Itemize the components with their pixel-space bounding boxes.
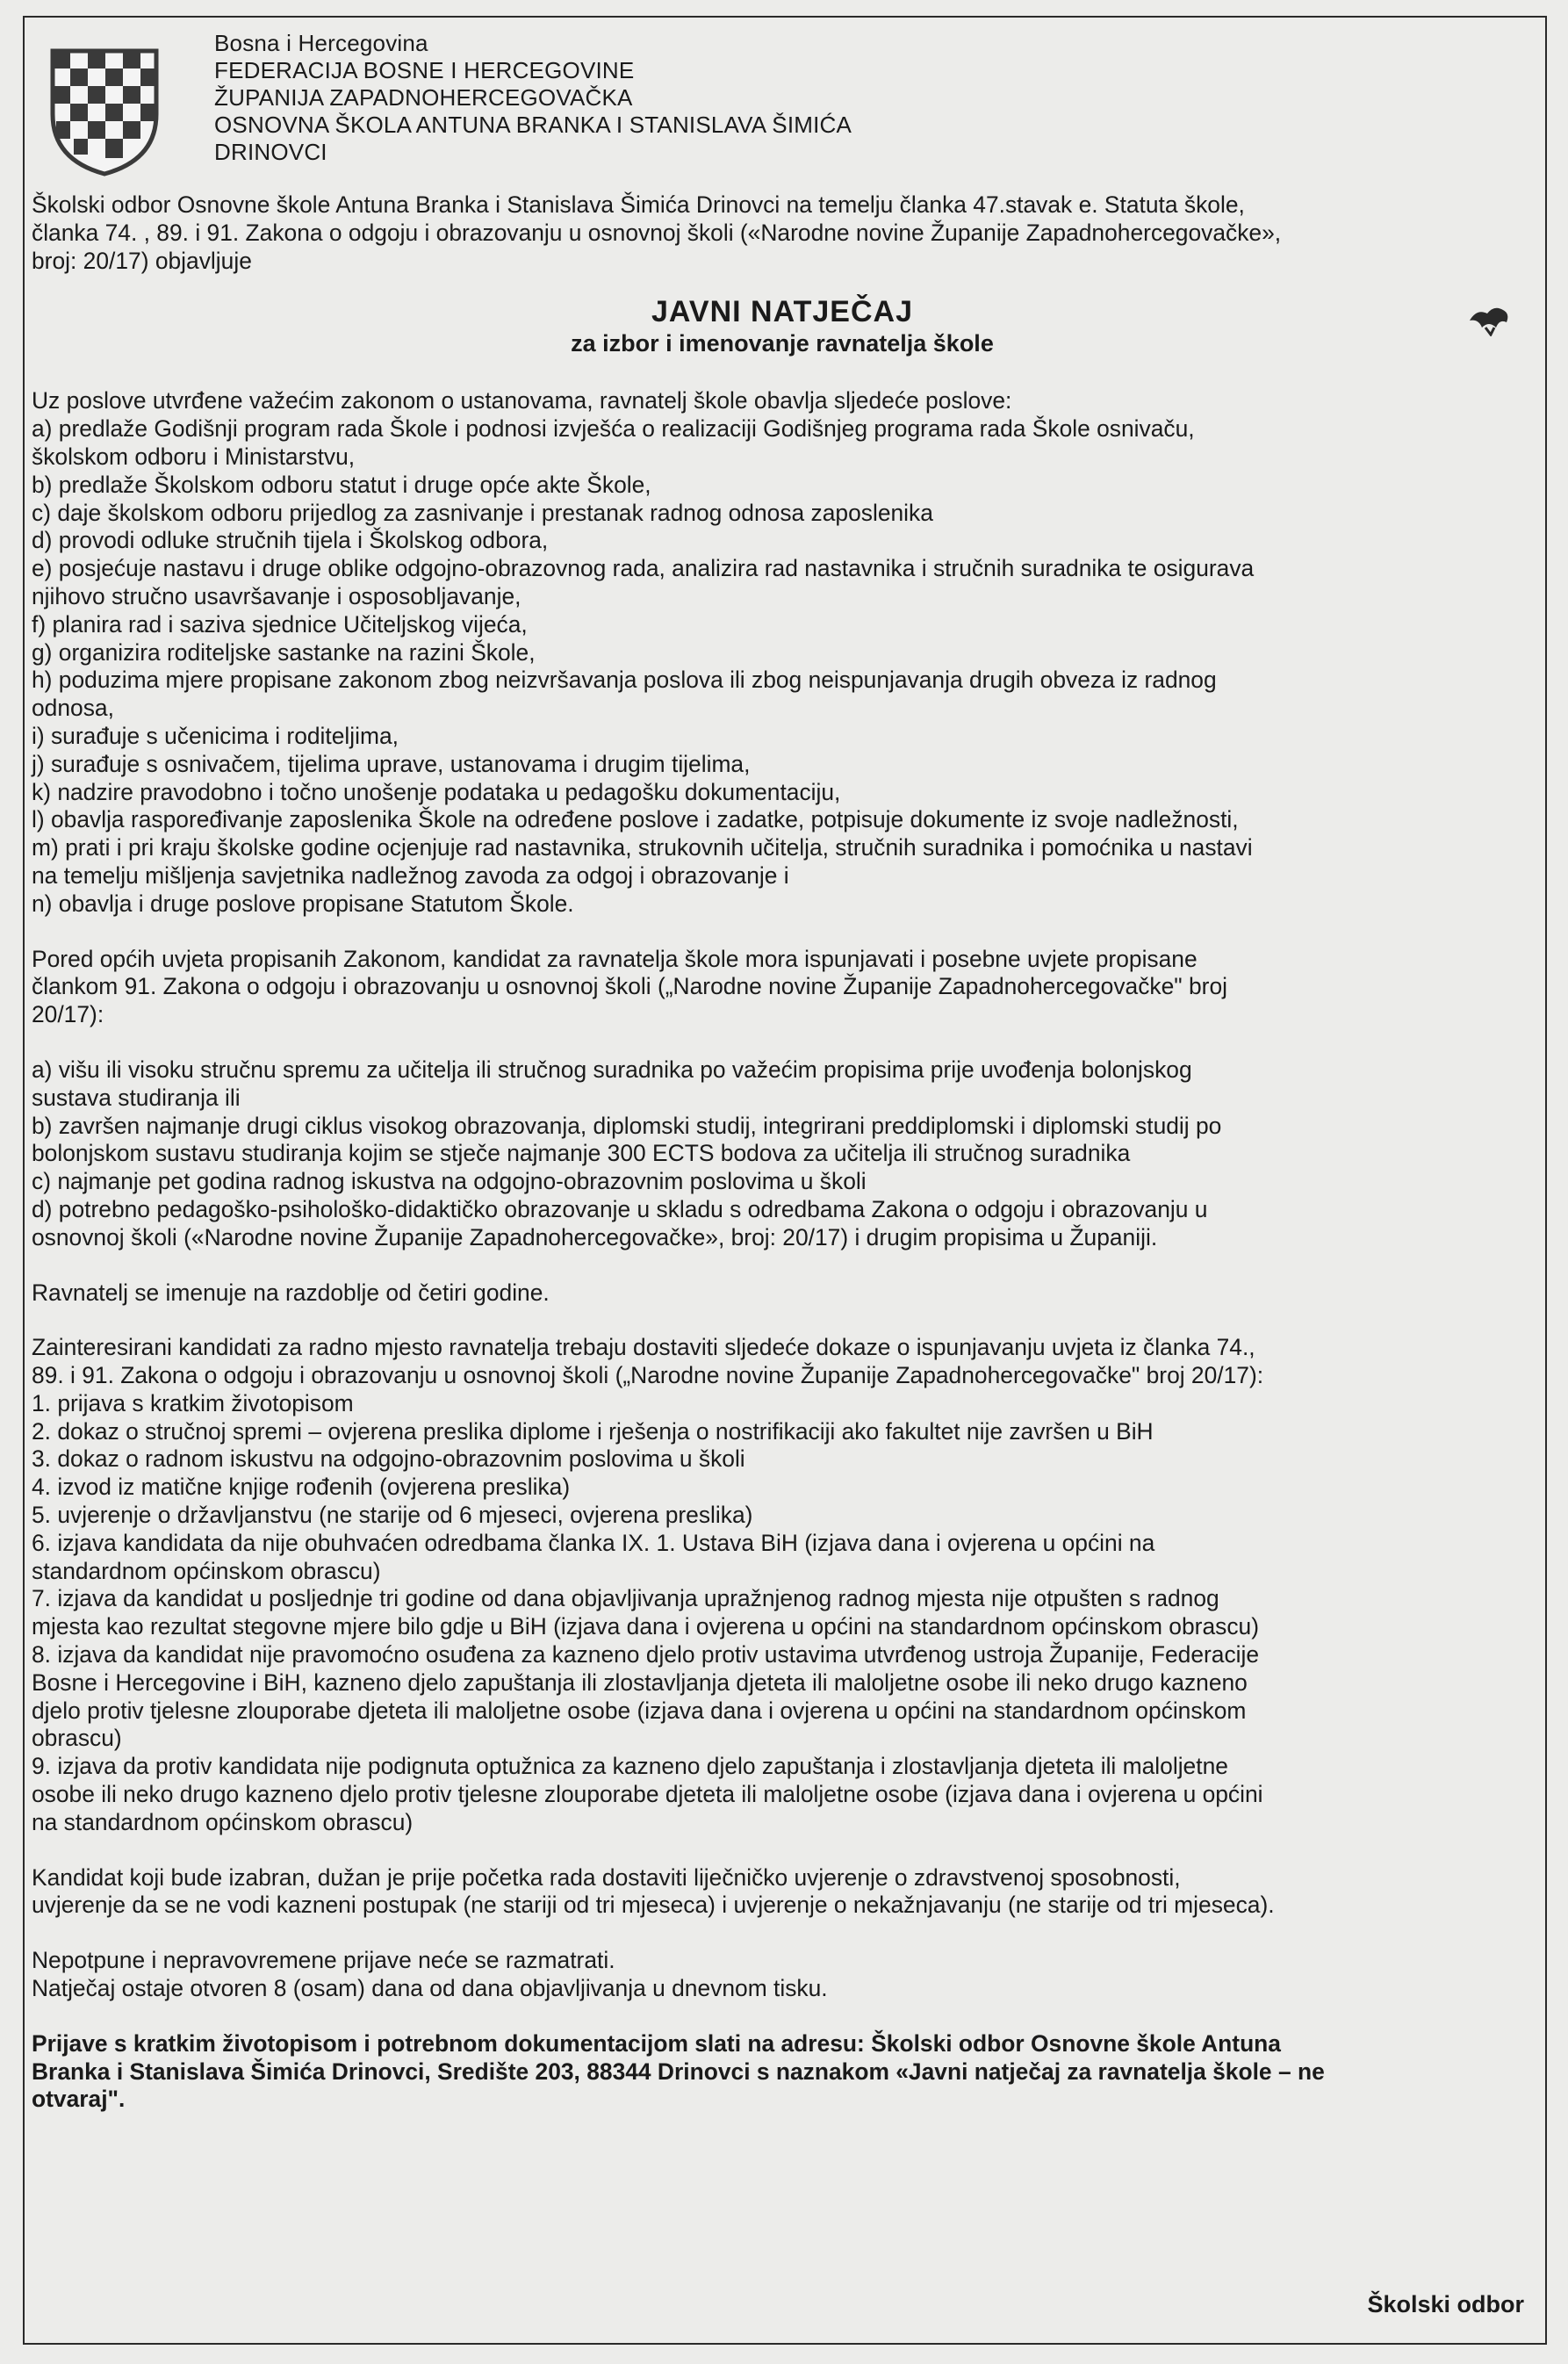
text-line: b) predlaže Školskom odboru statut i druge opće akte Škole, xyxy=(32,471,651,498)
text-line: školskom odboru i Ministarstvu, xyxy=(32,443,356,470)
text-line: mjesta kao rezultat stegovne mjere bilo gdje u BiH (izjava dana i ovjerena u općini na standardnom općinskom obrascu) xyxy=(32,1613,1259,1640)
text-line: i) surađuje s učenicima i roditeljima, xyxy=(32,722,399,749)
text-line: c) daje školskom odboru prijedlog za zasnivanje i prestanak radnog odnosa zaposlenika xyxy=(32,499,933,526)
text-line: Bosne i Hercegovine i BiH, kazneno djelo zapuštanja ili zlostavljanja djeteta ili maloljetne osobe ili neko drugo kazneno xyxy=(32,1668,1248,1696)
text-line: a) predlaže Godišnji program rada Škole i podnosi izvješća o realizaciji Godišnjeg programa rada Škole osnivaču, xyxy=(32,415,1195,443)
text-line: Branka i Stanislava Šimića Drinovci, Središte 203, 88344 Drinovci s naznakom «Javni natječaj za ravnatelja škole – ne xyxy=(32,2058,1325,2085)
text-line: sustava studiranja ili xyxy=(32,1084,241,1111)
submission-paragraph xyxy=(32,2030,1533,2114)
text-line: obrascu) xyxy=(32,1725,122,1752)
text-line: a) višu ili visoku stručnu spremu za učitelja ili stručnog suradnika po važećim propisima prije uvođenja bolonjskog xyxy=(32,1056,1192,1083)
text-line: broj: 20/17) objavljuje xyxy=(32,247,252,274)
text-line: Uz poslove utvrđene važećim zakonom o ustanovama, ravnatelj škole obavlja sljedeće poslove: xyxy=(32,387,1012,414)
text-line: Natječaj ostaje otvoren 8 (osam) dana od dana objavljivanja u dnevnom tisku. xyxy=(32,1975,828,2002)
text-line: f) planira rad i saziva sjednice Učiteljskog vijeća, xyxy=(32,610,528,638)
text-line: 8. izjava da kandidat nije pravomoćno osuđena za kazneno djelo protiv ustavima utvrđenog ustroja Županije, Federacije xyxy=(32,1641,1260,1668)
text-line: članka 74. , 89. i 91. Zakona o odgoju i obrazovanju u osnovnoj školi («Narodne novine Županije Zapadnohercegovačke», xyxy=(32,219,1282,246)
text-line: Kandidat koji bude izabran, dužan je prije početka rada dostaviti liječničko uvjerenje o zdravstvenoj sposobnosti, xyxy=(32,1863,1181,1891)
notice-subtitle: za izbor i imenovanje ravnatelja škole xyxy=(571,330,994,357)
header xyxy=(47,30,852,177)
term-paragraph: Ravnatelj se imenuje na razdoblje od četiri godine. xyxy=(32,1279,550,1306)
text-line: Zainteresirani kandidati za radno mjesto ravnatelja trebaju dostaviti sljedeće dokaze o ispunjavanju uvjeta iz članka 74., xyxy=(32,1334,1255,1361)
text-line: Školski odbor Osnovne škole Antuna Branka i Stanislava Šimića Drinovci na temelju članka 47.stavak e. Statuta škole, xyxy=(32,191,1245,218)
text-line: n) obavlja i druge poslove propisane Statutom Škole. xyxy=(32,890,574,917)
intro-paragraph xyxy=(32,191,1533,275)
text-line: njihovo stručno usavršavanje i osposobljavanje, xyxy=(32,582,521,609)
text-line: na temelju mišljenja savjetnika nadležnog zavoda za odgoj i obrazovanje i xyxy=(32,861,789,889)
text-line: 20/17): xyxy=(32,1001,104,1028)
text-line: 89. i 91. Zakona o odgoju i obrazovanju u osnovnoj školi („Narodne novine Županije Zapadnohercegovačke" broj 20/17): xyxy=(32,1362,1264,1389)
text-line: člankom 91. Zakona o odgoju i obrazovanju u osnovnoj školi („Narodne novine Županije Zapadnohercegovačke" broj xyxy=(32,973,1227,1000)
text-line: d) potrebno pedagoško-psihološko-didaktičko obrazovanje u skladu s odredbama Zakona o odgoju i obrazovanju u xyxy=(32,1195,1208,1222)
text-line: na standardnom općinskom obrascu) xyxy=(32,1808,414,1835)
header-line: OSNOVNA ŠKOLA ANTUNA BRANKA I STANISLAVA ŠIMIĆA xyxy=(214,112,852,138)
text-line: osobe ili neko drugo kazneno djelo protiv tjelesne zlouporabe djeteta ili maloljetne osobe (izjava dana i ovjerena u općini xyxy=(32,1781,1263,1808)
text-line: Nepotpune i nepravovremene prijave neće se razmatrati. xyxy=(32,1947,615,1974)
text-line: d) provodi odluke stručnih tijela i Školskog odbora, xyxy=(32,527,549,554)
text-line: l) obavlja raspoređivanje zaposlenika Škole na određene poslove i zadatke, potpisuje dokumente iz svoje nadležnosti, xyxy=(32,806,1239,833)
text-line: 6. izjava kandidata da nije obuhvaćen odredbama članka IX. 1. Ustava BiH (izjava dana i ovjerena u općini na xyxy=(32,1529,1155,1556)
institution-header xyxy=(214,30,852,166)
text-line: b) završen najmanje drugi ciklus visokog obrazovanja, diplomski studij, integrirani preddiplomski i diplomski studij po xyxy=(32,1112,1222,1139)
text-line: Pored općih uvjeta propisanih Zakonom, kandidat za ravnatelja škole mora ispunjavati i posebne uvjete propisane xyxy=(32,945,1198,972)
text-line: m) prati i pri kraju školske godine ocjenjuje rad nastavnika, strukovnih učitelja, stručnih suradnika i pomoćnika u nastavi xyxy=(32,834,1253,861)
header-line: FEDERACIJA BOSNE I HERCEGOVINE xyxy=(214,57,635,83)
text-line: h) poduzima mjere propisane zakonom zbog neizvršavanja poslova ili zbog neispunjavanja drugih obveza iz radnog xyxy=(32,667,1217,694)
duties-list xyxy=(32,387,1533,918)
text-line: 5. uvjerenje o državljanstvu (ne starije od 6 mjeseci, ovjerena preslika) xyxy=(32,1502,753,1529)
text-line: 9. izjava da protiv kandidata nije podignuta optužnica za kazneno djelo zapuštanja i zlostavljanja djeteta ili maloljetne xyxy=(32,1753,1228,1780)
selected-candidate-paragraph xyxy=(32,1864,1533,1921)
text-line: djelo protiv tjelesne zlouporabe djeteta ili maloljetne osobe (izjava dana i ovjerena u općini na standardnom općinskom xyxy=(32,1697,1247,1724)
text-line: osnovnoj školi («Narodne novine Županije Zapadnohercegovačke», broj: 20/17) i drugim propisima u Županiji. xyxy=(32,1223,1158,1250)
text-line: 3. dokaz o radnom iskustvu na odgojno-obrazovnim poslovima u školi xyxy=(32,1445,745,1473)
text-line: 4. izvod iz matične knjige rođenih (ovjerena preslika) xyxy=(32,1474,571,1501)
text-line: g) organizira roditeljske sastanke na razini Škole, xyxy=(32,638,536,666)
conditions-list xyxy=(32,1056,1533,1252)
text-line: Prijave s kratkim životopisom i potrebnom dokumentacijom slati na adresu: Školski odbor Osnovne škole Antuna xyxy=(32,2029,1281,2057)
header-line: DRINOVCI xyxy=(214,139,327,165)
notice-body xyxy=(32,191,1533,2114)
header-line: ŽUPANIJA ZAPADNOHERCEGOVAČKA xyxy=(214,84,633,111)
text-line: 2. dokaz o stručnoj spremi – ovjerena preslika diplome i rješenja o nostrifikaciji ako fakultet nije završen u BiH xyxy=(32,1417,1154,1445)
text-line: e) posjećuje nastavu i druge oblike odgojno-obrazovnog rada, analizira rad nastavnika i stručnih suradnika te osigurava xyxy=(32,555,1255,582)
title-block xyxy=(32,294,1533,357)
documents-list xyxy=(32,1334,1533,1836)
signature: Školski odbor xyxy=(1367,2291,1524,2317)
ornament-icon xyxy=(1464,301,1514,336)
text-line: j) surađuje s osnivačem, tijelima uprave, ustanovama i drugim tijelima, xyxy=(32,750,751,777)
text-line: standardnom općinskom obrascu) xyxy=(32,1557,381,1584)
text-line: odnosa, xyxy=(32,695,114,722)
text-line: 7. izjava da kandidat u posljednje tri godine od dana objavljivanja upražnjenog radnog mjesta nije otpušten s radnog xyxy=(32,1585,1219,1612)
text-line: 1. prijava s kratkim životopisom xyxy=(32,1389,354,1416)
text-line: otvaraj". xyxy=(32,2086,126,2113)
conditions-intro xyxy=(32,946,1533,1029)
text-line: c) najmanje pet godina radnog iskustva na odgojno-obrazovnim poslovima u školi xyxy=(32,1168,867,1195)
text-line: k) nadzire pravodobno i točno unošenje podataka u pedagošku dokumentaciju, xyxy=(32,778,841,805)
coat-of-arms-icon xyxy=(47,46,162,177)
header-line: Bosna i Hercegovina xyxy=(214,30,428,56)
text-line: uvjerenje da se ne vodi kazneni postupak (ne stariji od tri mjeseca) i uvjerenje o nekažnjavanju (ne starije od tri mjeseca). xyxy=(32,1892,1275,1919)
text-line: bolonjskom sustavu studiranja kojim se stječe najmanje 300 ECTS bodova za učitelja ili stručnog suradnika xyxy=(32,1140,1131,1167)
notes-paragraph xyxy=(32,1947,1533,2003)
notice-title: JAVNI NATJEČAJ xyxy=(651,295,914,329)
